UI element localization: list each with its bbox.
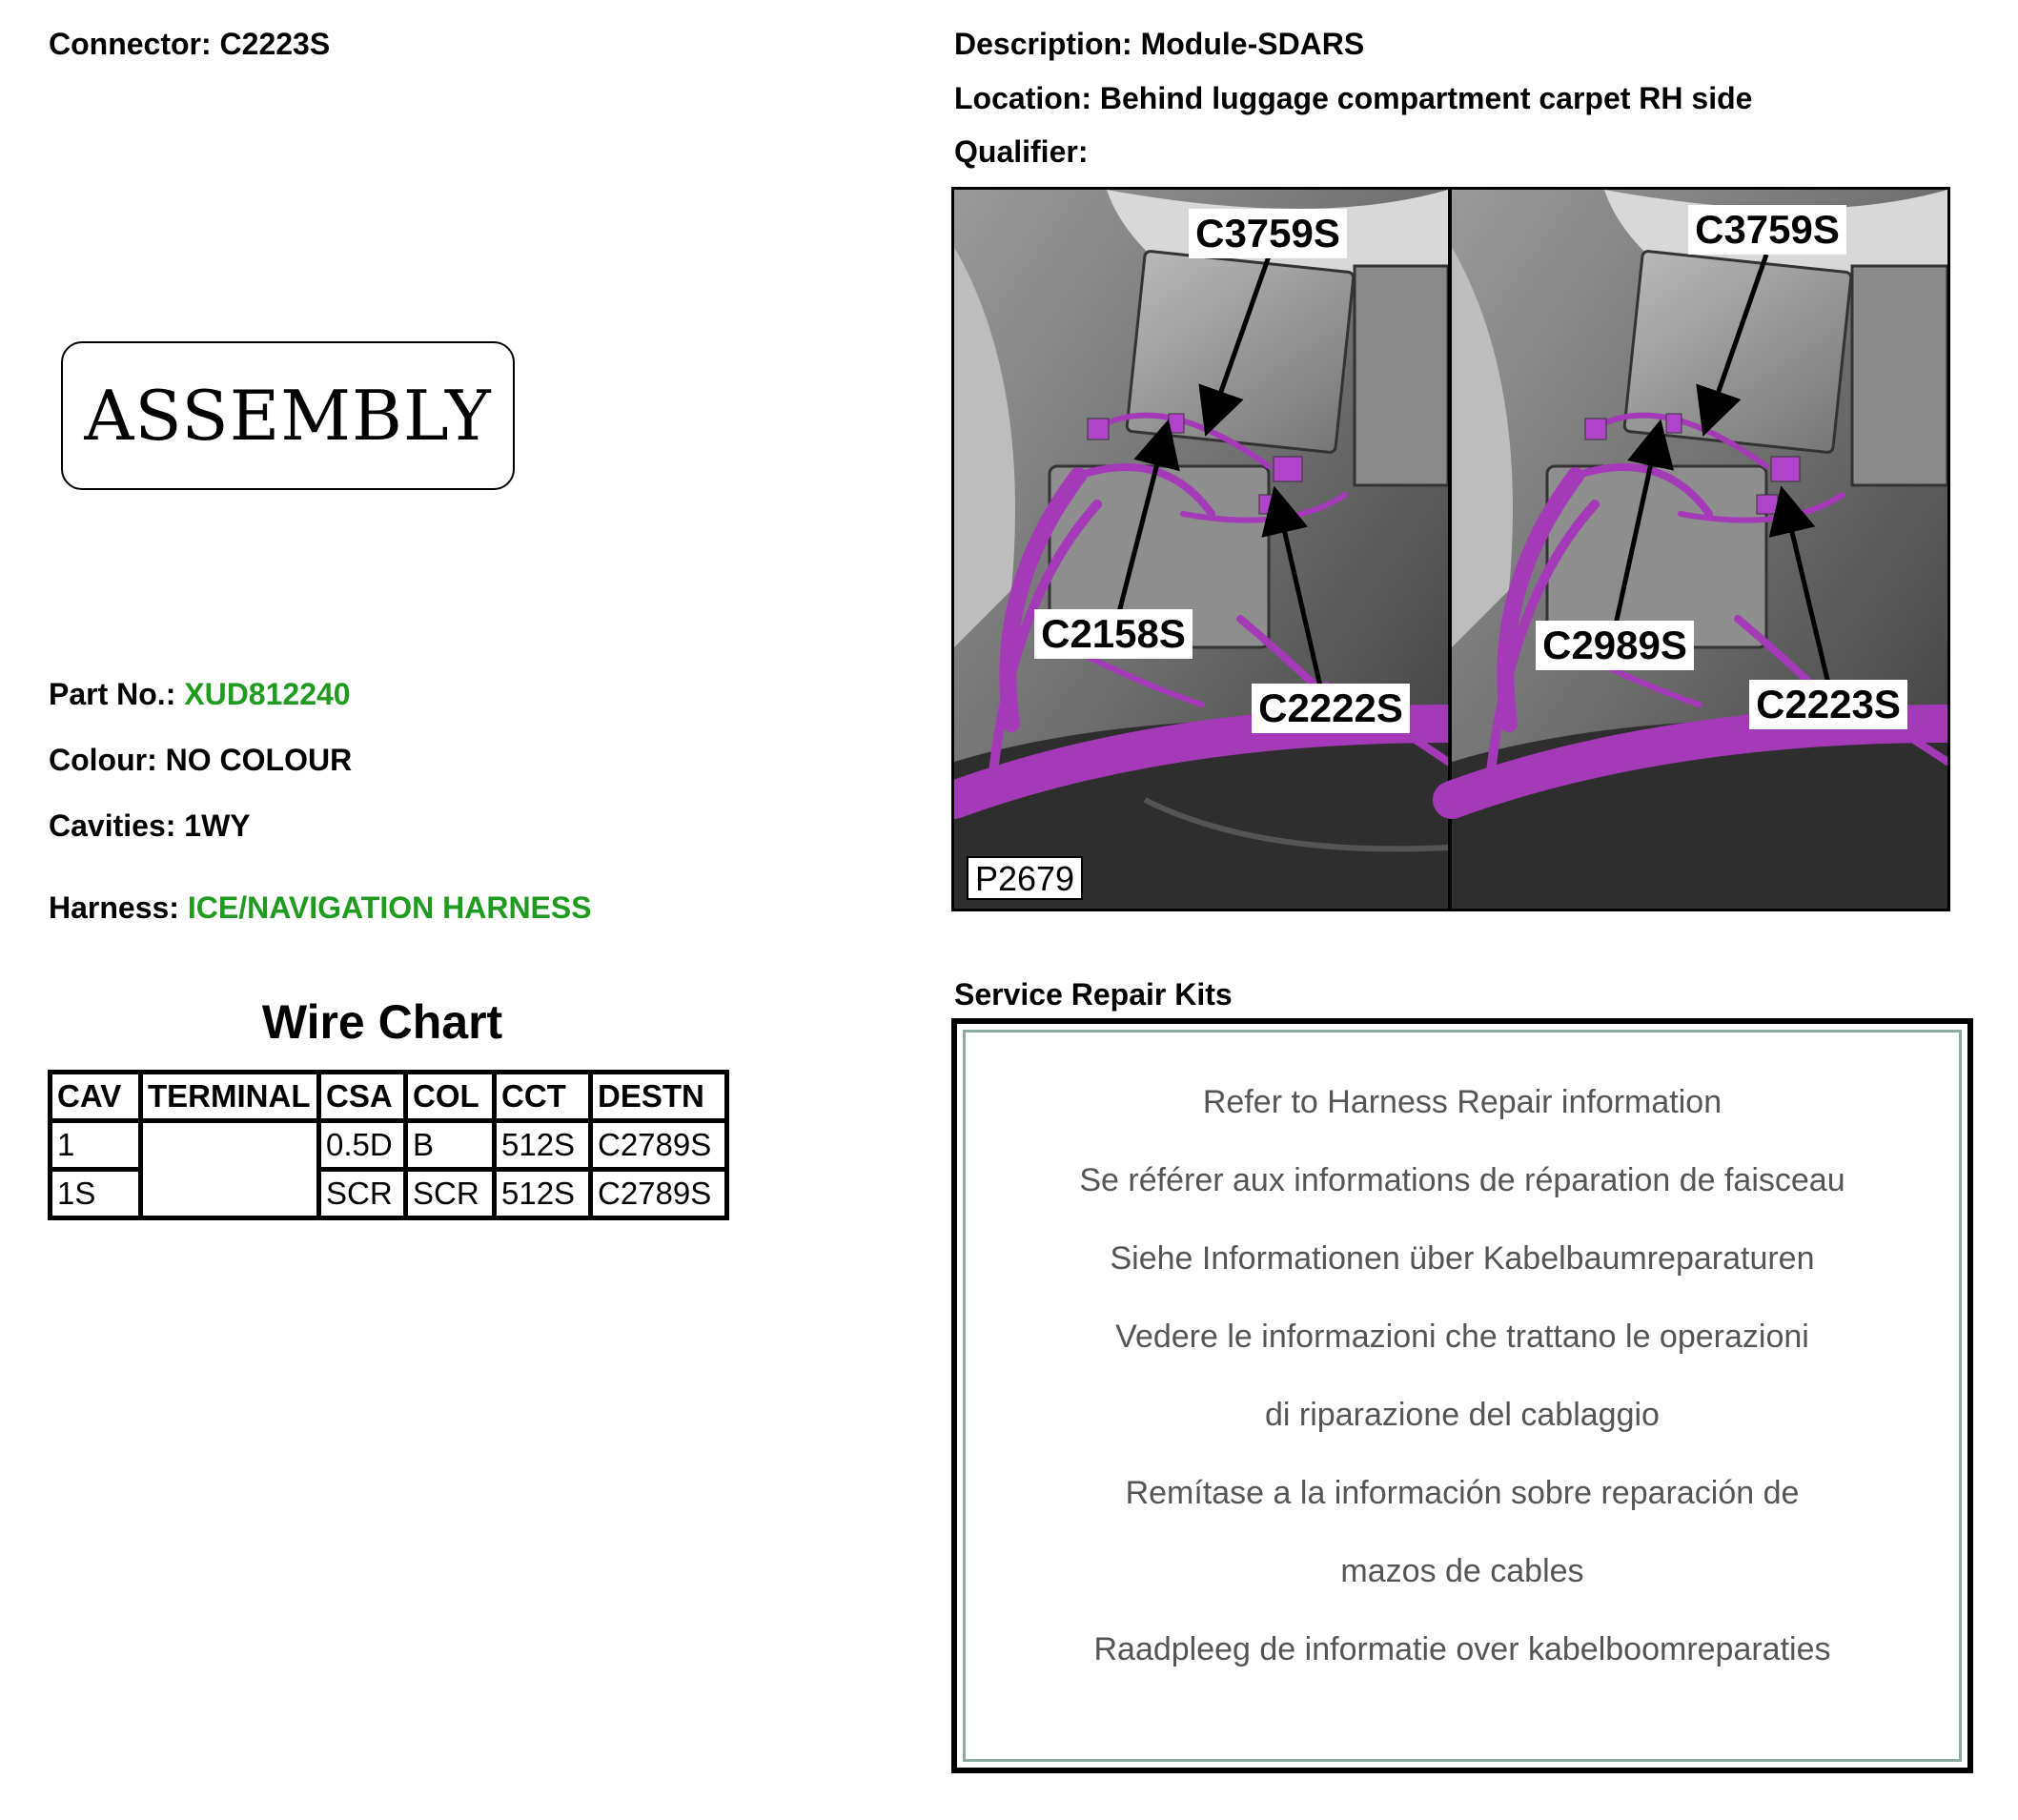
kit-line-it-1: Vedere le informazioni che trattano le operazioni bbox=[1115, 1319, 1809, 1355]
callout-c2989s: C2989S bbox=[1542, 623, 1687, 667]
destn-cell[interactable]: C2789S bbox=[591, 1170, 727, 1218]
column-header: DESTN bbox=[591, 1073, 727, 1121]
description-value: Module-SDARS bbox=[1140, 27, 1365, 61]
colour-label: Colour: bbox=[49, 743, 157, 777]
harness-field bbox=[49, 890, 592, 926]
description-label: Description: bbox=[954, 27, 1132, 61]
column-header: COL bbox=[406, 1073, 495, 1121]
location-field bbox=[954, 81, 1752, 116]
cct-cell: 512S bbox=[495, 1121, 591, 1170]
callout-c3759s: C3759S bbox=[1195, 211, 1340, 256]
connector-field bbox=[49, 27, 330, 62]
service-kits-box bbox=[951, 1018, 1973, 1773]
right-panel bbox=[1452, 190, 1947, 909]
part-no-field bbox=[49, 677, 351, 712]
kit-line-it-2: di riparazione del cablaggio bbox=[1265, 1397, 1660, 1433]
col-cell: SCR bbox=[406, 1170, 495, 1218]
kit-line-es-2: mazos de cables bbox=[1340, 1553, 1584, 1589]
kit-line-fr: Se référer aux informations de réparation de faisceau bbox=[1079, 1162, 1845, 1198]
column-header: CSA bbox=[319, 1073, 406, 1121]
callout-c3759s: C3759S bbox=[1695, 207, 1840, 252]
photo-reference: P2679 bbox=[974, 859, 1075, 898]
terminal-cell bbox=[141, 1121, 319, 1218]
qualifier-field bbox=[954, 134, 1088, 170]
service-kits-title: Service Repair Kits bbox=[954, 977, 1233, 1012]
left-panel bbox=[954, 190, 1448, 909]
destn-cell[interactable]: C2789S bbox=[591, 1121, 727, 1170]
cavities-value: 1WY bbox=[184, 808, 251, 843]
photo-illustration bbox=[954, 190, 1947, 909]
cavities-label: Cavities: bbox=[49, 808, 176, 843]
table-header-row bbox=[51, 1073, 727, 1121]
part-no-link[interactable]: XUD812240 bbox=[184, 677, 351, 711]
description-field bbox=[954, 27, 1364, 62]
csa-cell: SCR bbox=[319, 1170, 406, 1218]
callout-c2222s: C2222S bbox=[1258, 685, 1403, 730]
cav-cell: 1 bbox=[51, 1121, 141, 1170]
colour-value: NO COLOUR bbox=[165, 743, 353, 777]
col-cell: B bbox=[406, 1121, 495, 1170]
location-label: Location: bbox=[954, 81, 1091, 115]
column-header: CCT bbox=[495, 1073, 591, 1121]
service-kits-inner bbox=[963, 1030, 1962, 1762]
harness-link[interactable]: ICE/NAVIGATION HARNESS bbox=[187, 890, 592, 925]
location-photo bbox=[951, 187, 1950, 911]
kit-line-es-1: Remítase a la información sobre reparación de bbox=[1125, 1475, 1800, 1511]
assembly-text: ASSEMBLY bbox=[84, 376, 492, 456]
csa-cell: 0.5D bbox=[319, 1121, 406, 1170]
kit-line-en: Refer to Harness Repair information bbox=[1202, 1084, 1722, 1120]
cavities-field bbox=[49, 808, 251, 844]
assembly-box bbox=[61, 341, 515, 490]
harness-label: Harness: bbox=[49, 890, 179, 925]
cct-cell: 512S bbox=[495, 1170, 591, 1218]
callout-c2223s: C2223S bbox=[1756, 682, 1901, 726]
part-no-label: Part No.: bbox=[49, 677, 176, 711]
wire-chart-table bbox=[48, 1070, 729, 1220]
kit-line-nl: Raadpleeg de informatie over kabelboomreparaties bbox=[1093, 1631, 1831, 1667]
cav-cell: 1S bbox=[51, 1170, 141, 1218]
table-row bbox=[51, 1121, 727, 1170]
connector-value: C2223S bbox=[219, 27, 331, 61]
callout-c2158s: C2158S bbox=[1041, 611, 1186, 656]
kit-line-de: Siehe Informationen über Kabelbaumreparaturen bbox=[1110, 1240, 1815, 1277]
qualifier-label: Qualifier: bbox=[954, 134, 1089, 169]
location-value: Behind luggage compartment carpet RH side bbox=[1099, 81, 1753, 115]
column-header: TERMINAL bbox=[141, 1073, 319, 1121]
wire-chart-title: Wire Chart bbox=[261, 995, 503, 1049]
connector-label: Connector: bbox=[49, 27, 212, 61]
colour-field bbox=[49, 743, 352, 778]
column-header: CAV bbox=[51, 1073, 141, 1121]
